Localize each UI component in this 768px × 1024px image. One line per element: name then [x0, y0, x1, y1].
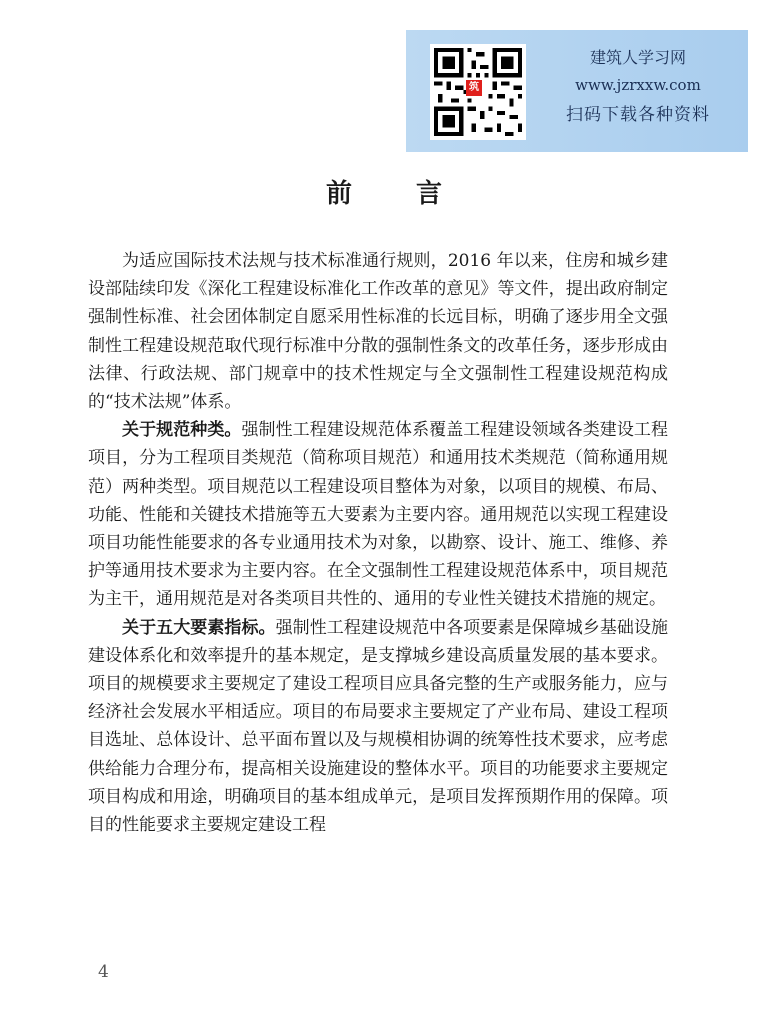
page-number: 4: [98, 962, 109, 982]
paragraph-text: 强制性工程建设规范体系覆盖工程建设领域各类建设工程项目，分为工程项目类规范（简称项目规范）和通用技术类规范（简称通用规范）两种类型。项目规范以工程建设项目整体为对象，以项目的规模、布局、功能、性能和关键技术措施等五大要素为主要内容。通用规范以实现工程建设项目功能性能要求的各专业通用技术为对象，以勘察、设计、施工、维修、养护等通用技术要求为主要内容。在全文强制性工程建设规范体系中，项目规范为主干，通用规范是对各类项目共性的、通用的专业性关键技术措施的规定。: [88, 420, 669, 610]
paragraph-3: [88, 614, 668, 840]
qr-banner: [406, 30, 748, 152]
banner-text: [540, 46, 736, 128]
qr-code[interactable]: [430, 44, 526, 140]
paragraph-lead: 关于五大要素指标。: [122, 617, 276, 638]
banner-slogan: 扫码下载各种资料: [566, 105, 710, 125]
paragraph-text: 为适应国际技术法规与技术标准通行规则，2016 年以来，住房和城乡建设部陆续印发《深化工程建设标准化工作改革的意见》等文件，提出政府制定强制性标准、社会团体制定自愿采用性标准的长远目标，明确了逐步用全文强制性工程建设规范取代现行标准中分散的强制性条文的改革任务，逐步形成由法律、行政法规、部门规章中的技术性规定与全文强制性工程建设规范构成的“技术法规”体系。: [88, 251, 668, 413]
qr-logo: 筑: [466, 80, 482, 96]
paragraph-lead: 关于规范种类。: [122, 420, 242, 441]
body-text: [88, 247, 668, 839]
paragraph-text: 强制性工程建设规范中各项要素是保障城乡基础设施建设体系化和效率提升的基本规定，是支撑城乡建设高质量发展的基本要求。项目的规模要求主要规定了建设工程项目应具备完整的生产或服务能力，应与经济社会发展水平相适应。项目的布局要求主要规定了产业布局、建设工程项目选址、总体设计、总平面布置以及与规模相协调的统筹性技术要求，应考虑供给能力合理分布，提高相关设施建设的整体水平。项目的功能要求主要规定项目构成和用途，明确项目的基本组成单元，是项目发挥预期作用的保障。项目的性能要求主要规定建设工程: [88, 617, 669, 836]
paragraph-1: [88, 247, 668, 416]
paragraph-2: [88, 416, 668, 613]
banner-url[interactable]: www.jzrxxw.com: [575, 76, 701, 94]
banner-site-name: 建筑人学习网: [589, 48, 686, 67]
page-title: 前言: [325, 179, 506, 209]
